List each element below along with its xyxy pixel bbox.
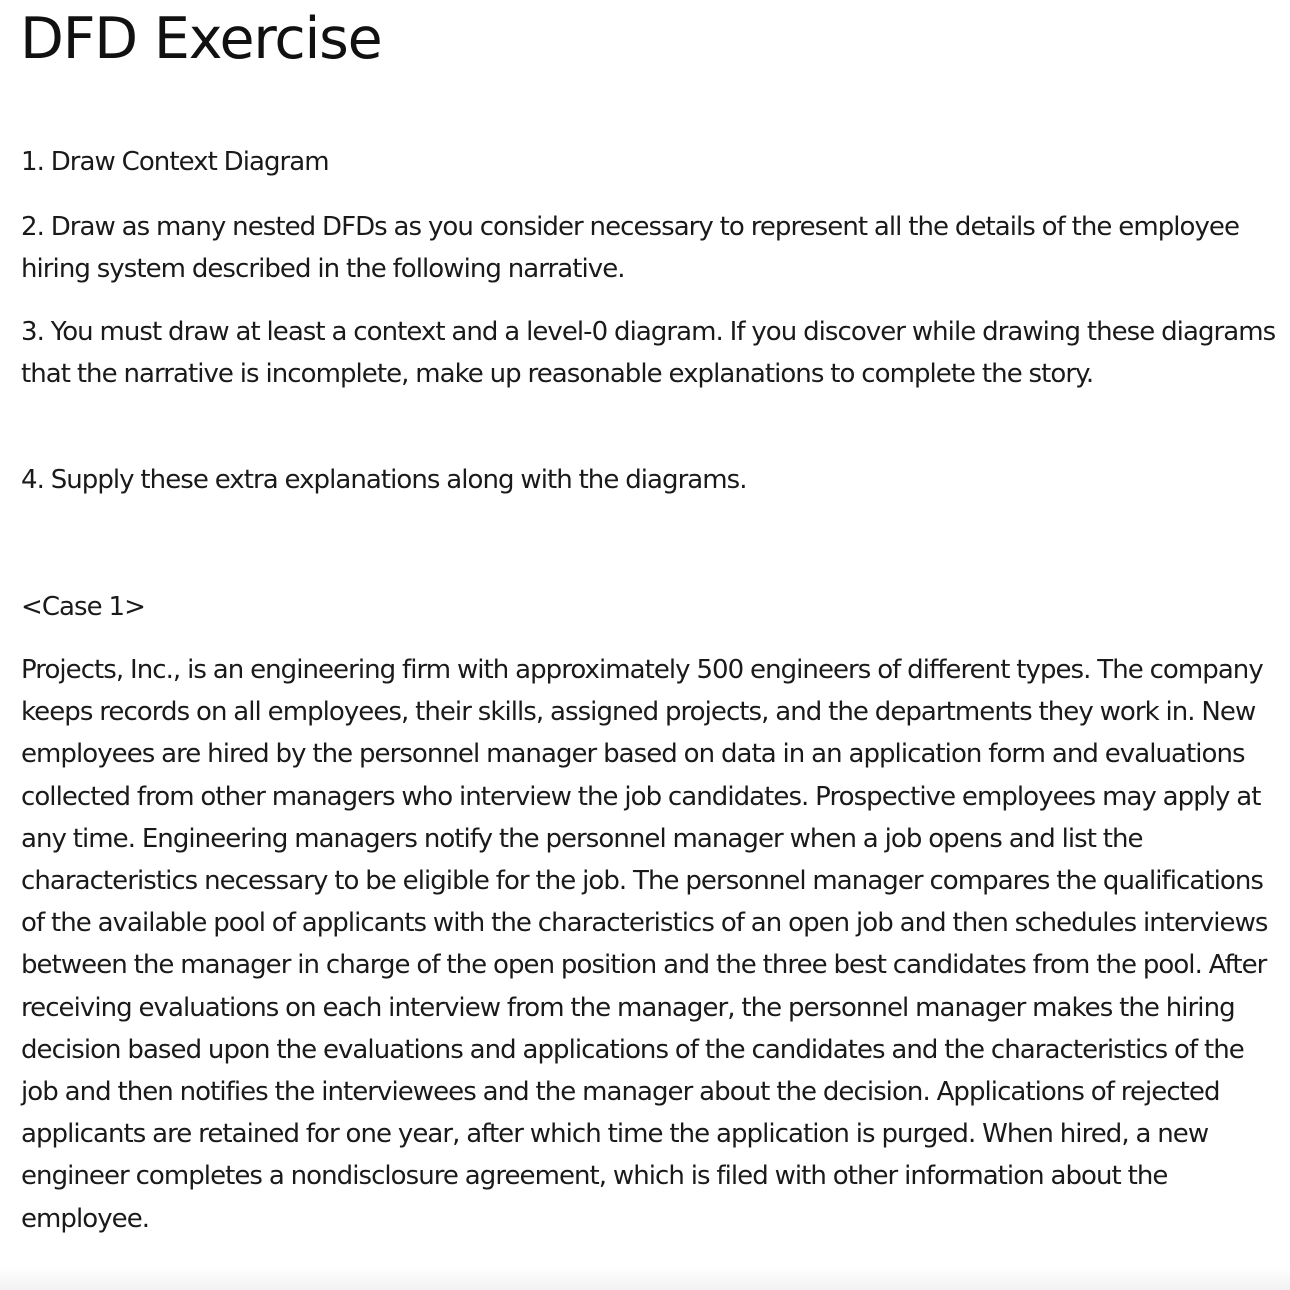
case-narrative: Projects, Inc., is an engineering firm with approximately 500 engineers of different types. The company keeps records on all employees, their skills, assigned projects, and the departments they work in. New employees are hired by the personnel manager based on data in an application form and evaluations collected from other managers who interview the job candidates. Prospective employees may apply at any time. Engineering managers notify the personnel manager when a job opens and list the characteristics necessary to be eligible for the job. The personnel manager compares the qualifications of the available pool of applicants with the characteristics of an open job and then schedules interviews between the manager in charge of the open position and the three best candidates from the pool. After receiving evaluations on each interview from the manager, the personnel manager makes the hiring decision based upon the evaluations and applications of the candidates and the characteristics of the job and then notifies the interviewees and the manager about the decision. Applications of rejected applicants are retained for one year, after which time the application is purged. When hired, a new engineer completes a nondisclosure agreement, which is filed with other information about the employee. <box>21 655 1268 1234</box>
instruction-4: 4. Supply these extra explanations along with the diagrams. <box>21 465 747 495</box>
bottom-fade-divider <box>0 1268 1290 1290</box>
instruction-3: 3. You must draw at least a context and a level-0 diagram. If you discover while drawing these diagrams that the narrative is incomplete, make up reasonable explanations to complete the story. <box>21 317 1276 390</box>
case-heading: <Case 1> <box>21 592 145 622</box>
document-title: DFD Exercise <box>20 6 382 72</box>
instruction-1: 1. Draw Context Diagram <box>21 147 329 177</box>
instruction-2: 2. Draw as many nested DFDs as you consider necessary to represent all the details of the employee hiring system described in the following narrative. <box>21 212 1240 285</box>
